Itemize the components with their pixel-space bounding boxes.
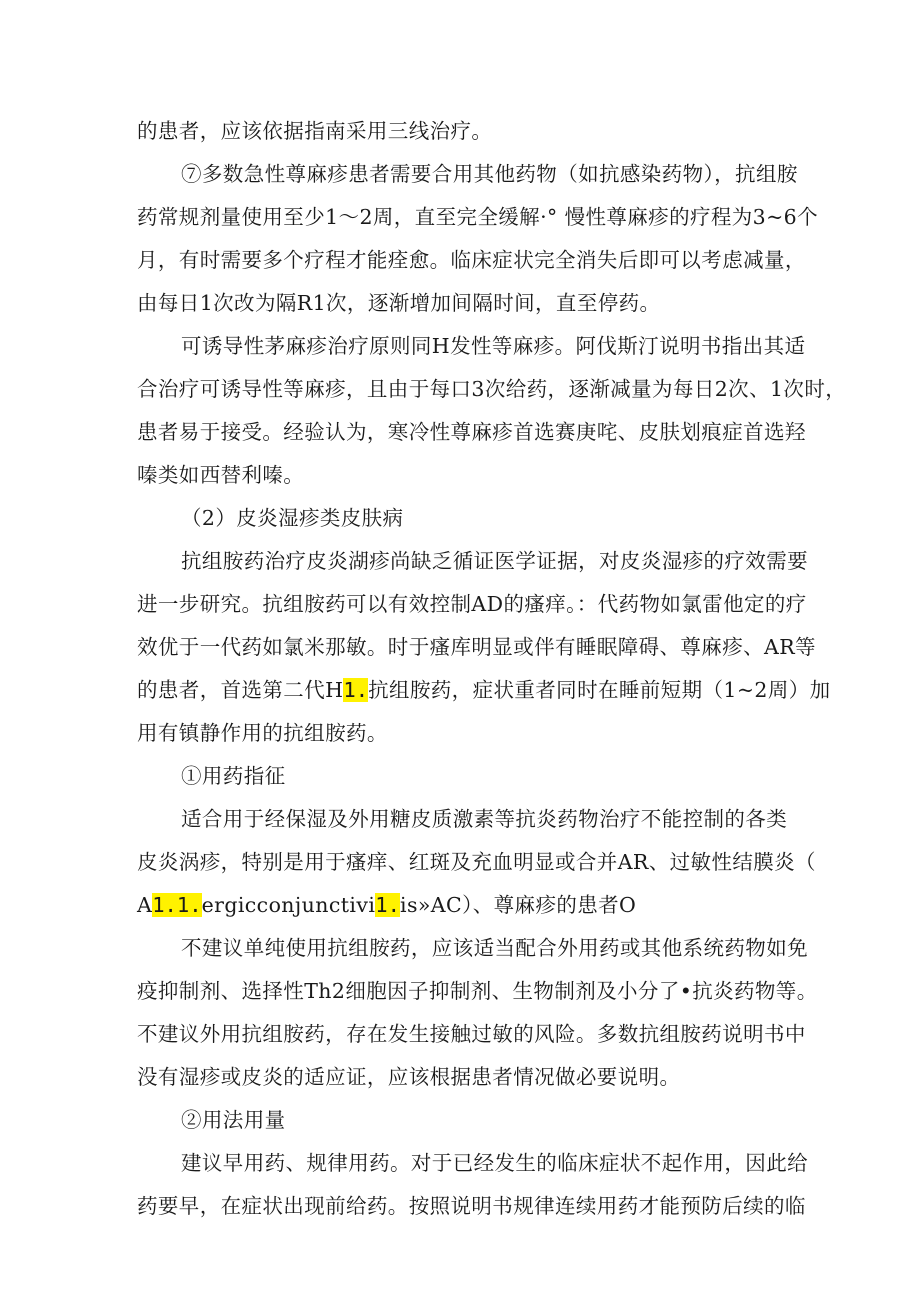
text-line: 抗组胺药治疗皮炎湖疹尚缺乏循证医学证据，对皮炎湿疹的疗效需要: [181, 549, 808, 573]
text-line: 由每日1次改为隔R1次，逐渐增加间隔时间，直至停药。: [137, 291, 661, 315]
text-line: 合治疗可诱导性等麻疹，且由于每口3次给药，逐渐减量为每日2次、1次时，: [137, 377, 847, 401]
text-line: 没有湿疹或皮炎的适应证，应该根据患者情况做必要说明。: [137, 1065, 681, 1089]
text-line: 不建议单纯使用抗组胺药，应该适当配合外用药或其他系统药物如免: [181, 936, 808, 960]
subsection-heading: ②用法用量: [181, 1108, 286, 1132]
text-line: 效优于一代药如氯米那敏。时于瘙库明显或伴有睡眠障碍、尊麻疹、AR等: [137, 635, 816, 659]
highlighted-text: 1.1.: [152, 893, 202, 917]
text-line: 用有镇静作用的抗组胺药。: [137, 721, 388, 745]
text-segment: 抗组胺药，症状重者同时在睡前短期（1~2周）加: [368, 678, 831, 702]
text-line: [137, 888, 636, 922]
section-heading: （2）皮炎湿疹类皮肤病: [181, 506, 404, 530]
text-line: 嗪类如西替利嗪。: [137, 463, 305, 487]
text-line: 进一步研究。抗组胺药可以有效控制AD的瘙痒。：代药物如氯雷他定的疗: [137, 592, 807, 616]
text-segment: 的患者，首选第二代H: [137, 678, 344, 702]
text-segment: ergicconjunctivi: [201, 893, 376, 917]
text-line: 皮炎涡疹，特别是用于瘙痒、红斑及充血明显或合并AR、过敏性结膜炎（: [137, 850, 816, 874]
text-line: 可诱导性茅麻疹治疗原则同H发性等麻疹。阿伐斯汀说明书指出其适: [181, 334, 806, 358]
text-line: 建议早用药、规律用药。对于已经发生的临床症状不起作用，因此给: [181, 1151, 808, 1175]
text-line: 药常规剂量使用至少1～2周，直至完全缓解·° 慢性尊麻疹的疗程为3~6个: [137, 205, 819, 229]
text-line: 不建议外用抗组胺药，存在发生接触过敏的风险。多数抗组胺药说明书中: [137, 1022, 806, 1046]
text-segment: is»AC）、尊麻疹的患者O: [399, 893, 637, 917]
subsection-heading: ①用药指征: [181, 764, 286, 788]
highlighted-text: 1.: [375, 893, 400, 917]
text-line: [137, 673, 831, 707]
text-line: 的患者，应该依据指南采用三线治疗。: [137, 119, 493, 143]
text-line: 月，有时需要多个疗程才能痊愈。临床症状完全消失后即可以考虑减量，: [137, 248, 806, 272]
text-line: 药要早，在症状出现前给药。按照说明书规律连续用药才能预防后续的临: [137, 1194, 806, 1218]
text-line: 患者易于接受。经验认为，寒冷性尊麻疹首选赛庚咤、皮肤划痕症首选羟: [137, 420, 806, 444]
highlighted-text: 1.: [343, 678, 369, 702]
text-line: 疫抑制剂、选择性Th2细胞因子抑制剂、生物制剂及小分了•抗炎药物等。: [137, 979, 818, 1003]
text-line: 适合用于经保湿及外用糖皮质激素等抗炎药物治疗不能控制的各类: [181, 807, 788, 831]
text-line: ⑦多数急性尊麻疹患者需要合用其他药物（如抗感染药物），抗组胺: [181, 162, 798, 186]
text-segment: A: [137, 893, 153, 917]
